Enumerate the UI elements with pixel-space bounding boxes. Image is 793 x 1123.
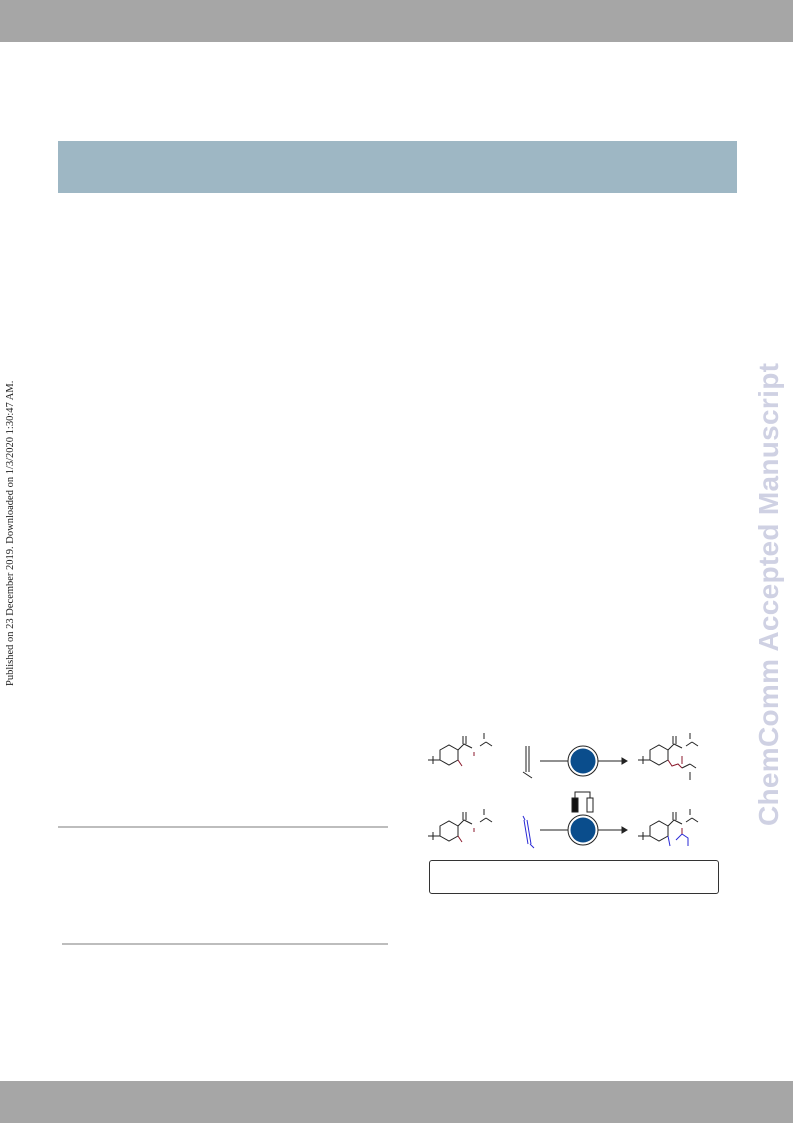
red-bond <box>458 760 462 766</box>
bottom-gray-band <box>0 1081 793 1123</box>
article-header-banner <box>58 141 737 193</box>
reaction-row-1 <box>428 733 698 780</box>
product-ring-2 <box>650 821 668 841</box>
publication-side-note: Published on 23 December 2019. Downloaded on 1/3/2020 1:30:47 AM. <box>5 380 16 686</box>
substrate-ring-2 <box>440 821 458 841</box>
footnote-divider-bottom <box>62 943 388 945</box>
electrode-cathode <box>587 798 593 812</box>
top-gray-band <box>0 0 793 42</box>
blue-bond <box>668 836 670 846</box>
reaction-row-2 <box>428 792 698 848</box>
footnote-divider-top <box>58 826 388 828</box>
red-bond <box>668 760 682 768</box>
product-ring-1 <box>650 745 668 765</box>
substrate-ring-1 <box>440 745 458 765</box>
red-bond <box>458 836 462 842</box>
scheme-caption-box <box>429 860 719 894</box>
blue-bond <box>676 834 688 846</box>
catalyst-circle <box>571 749 596 774</box>
catalyst-circle <box>571 818 596 843</box>
electrode-anode <box>572 798 578 812</box>
manuscript-watermark: ChemComm Accepted Manuscript <box>753 362 784 826</box>
